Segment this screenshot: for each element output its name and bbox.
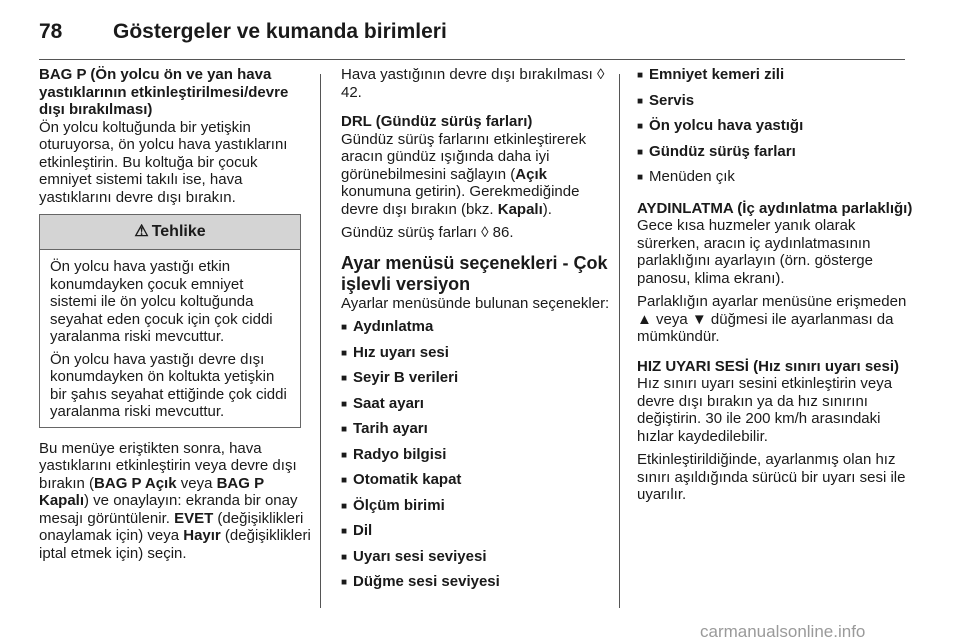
drl-ref (341, 224, 611, 242)
speed-warning-paragraph-1: Hız sınırı uyarı sesini etkinleştirin veya devre dışı bırakın ya da hız sınırını değiştirin. 30 ile 200 km/h arasındaki hızlar kaydedilebilir. (637, 375, 893, 445)
danger-box-title (40, 215, 300, 250)
bullet-icon: ■ (341, 398, 348, 410)
settings-menu-intro: Ayarlar menüsünde bulunan seçenekler: (341, 294, 610, 312)
header-divider (39, 59, 905, 60)
text-run: Bu menüye eriştikten sonra, hava yastıklarını etkinleştirin veya devre dışı bırakın ( (39, 439, 297, 492)
list-item (637, 117, 917, 137)
list-item-label: Saat ayarı (353, 394, 424, 412)
watermark: carmanualsonline.info (700, 622, 866, 641)
page-ref-icon: ◊ (481, 224, 489, 241)
list-item-label: Dil (353, 522, 373, 539)
list-item-label: Menüden çık (649, 168, 735, 185)
list-item-label: Radyo bilgisi (353, 445, 447, 463)
list-item (341, 548, 611, 568)
column-divider-1 (320, 74, 321, 608)
bullet-icon: ■ (341, 347, 348, 359)
text-run: Hava yastığının devre dışı bırakılması (341, 66, 597, 83)
bullet-icon: ■ (341, 551, 348, 563)
page-number: 78 (39, 20, 63, 43)
list-item-label: Hız uyarı sesi (353, 343, 449, 361)
list-item-label: Aydınlatma (353, 318, 434, 335)
bullet-icon: ■ (637, 121, 644, 132)
column-3 (637, 66, 917, 504)
bullet-icon: ■ (637, 172, 644, 183)
text-run: Gündüz sürüş farları (341, 224, 482, 241)
list-item-label: Gündüz sürüş farları (649, 142, 796, 160)
list-item (637, 143, 917, 163)
page-ref-number: 42. (341, 83, 362, 101)
warning-triangle-icon: ⚠ (134, 223, 149, 240)
list-item-label: Ön yolcu hava yastığı (649, 117, 804, 134)
column-divider-2 (619, 74, 620, 608)
speed-warning-paragraph-2: Etkinleştirildiğinde, ayarlanmış olan hız sınırı aşıldığında sürücü bir uyarı sesi ile uyarılır. (637, 451, 906, 503)
airbag-deactivation-ref (341, 66, 611, 101)
list-item (341, 522, 611, 542)
text-run: veya (176, 474, 217, 492)
bullet-icon: ■ (341, 500, 348, 512)
text-run: (değişiklikleri iptal etmek için) seçin. (39, 527, 311, 562)
drl-paragraph (341, 131, 611, 219)
bullet-icon: ■ (341, 449, 348, 461)
bag-p-paragraph: Ön yolcu koltuğunda bir yetişkin oturuyorsa, ön yolcu hava yastıklarını etkinleştirin. Bu koltuğa bir çocuk emniyet sistemi takılı ise, hava yastıklarını devre dışı bırakın. (39, 118, 288, 206)
page-header (39, 10, 899, 54)
bullet-icon: ■ (341, 424, 348, 435)
bag-p-heading: BAG P (Ön yolcu ön ve yan hava yastıklarının etkinleştirilmesi/devre dışı bırakılması) (39, 66, 289, 118)
list-item-label: Ölçüm birimi (353, 496, 445, 514)
bullet-icon: ■ (637, 70, 644, 81)
danger-paragraph-2: Ön yolcu hava yastığı devre dışı konumdayken ön koltukta yetişkin bir şahıs seyahat ettiğinde çok ciddi yaralanma riski mevcuttur. (50, 350, 287, 420)
text-run: konumuna getirin). Gerekmediğinde devre dışı bırakın (bkz. (341, 183, 580, 218)
list-item-label: Servis (649, 91, 695, 109)
danger-box (39, 214, 301, 428)
settings-menu-list-continued (637, 66, 917, 188)
page-title: Göstergeler ve kumanda birimleri (113, 20, 447, 43)
settings-menu-list (341, 318, 611, 593)
list-item-label: Tarih ayarı (353, 420, 428, 437)
text-run: ). (542, 200, 552, 218)
bullet-icon: ■ (637, 146, 644, 158)
lighting-paragraph-1: Gece kısa huzmeler yanık olarak sürerken, aracın iç aydınlatmasının parlaklığını ayarlayın (örn. gösterge panosu, klima ekranı). (637, 217, 873, 287)
list-item (341, 573, 611, 593)
column-1 (39, 66, 311, 562)
list-item (341, 497, 611, 517)
lighting-heading: AYDINLATMA (İç aydınlatma parlaklığı) (637, 199, 913, 217)
list-item (341, 318, 611, 338)
list-item (341, 471, 611, 491)
bullet-icon: ■ (637, 95, 644, 107)
danger-box-body (40, 250, 300, 427)
list-item (341, 395, 611, 415)
bullet-icon: ■ (341, 526, 348, 537)
list-item (341, 420, 611, 440)
danger-title-text: Tehlike (151, 223, 206, 240)
list-item (637, 66, 917, 86)
list-item-label: Seyir B verileri (353, 369, 459, 386)
page-ref-icon: ◊ (596, 66, 605, 83)
on-label: Açık (515, 165, 547, 183)
list-item-label: Düğme sesi seviyesi (353, 573, 500, 590)
lighting-paragraph-2: Parlaklığın ayarlar menüsüne erişmeden ▲ veya ▼ düğmesi ile ayarlanması da mümkündür. (637, 293, 907, 345)
list-item-label: Uyarı sesi seviyesi (353, 547, 487, 565)
speed-warning-heading: HIZ UYARI SESİ (Hız sınırı uyarı sesi) (637, 357, 900, 375)
text-run: (değişiklikleri onaylamak için) veya (39, 509, 304, 544)
list-item (341, 344, 611, 364)
list-item-label: Emniyet kemeri zili (649, 66, 785, 83)
column-2 (341, 66, 611, 593)
page-ref-number: 86. (488, 224, 514, 241)
off-label: Kapalı (497, 200, 543, 218)
bullet-icon: ■ (341, 577, 348, 588)
no-label: Hayır (183, 527, 221, 544)
bullet-icon: ■ (341, 322, 348, 333)
bullet-icon: ■ (341, 475, 348, 486)
bag-p-on-label: BAG P Açık (94, 474, 177, 492)
settings-menu-heading: Ayar menüsü seçenekleri - Çok işlevli versiyon (341, 252, 608, 294)
list-item (637, 168, 917, 188)
bag-p-off-label: BAG P Kapalı (39, 474, 264, 509)
bag-p-instructions (39, 440, 311, 563)
list-item (341, 446, 611, 466)
bullet-icon: ■ (341, 373, 348, 384)
text-run: ) ve onaylayın: ekranda bir onay mesajı görüntülenir. (39, 492, 298, 527)
list-item-label: Otomatik kapat (353, 471, 462, 488)
yes-label: EVET (174, 509, 214, 527)
text-run: Gündüz sürüş farlarını etkinleştirerek aracın gündüz ışığında daha iyi görünebilmesini sağlayın ( (341, 130, 587, 183)
list-item (341, 369, 611, 389)
drl-heading: DRL (Gündüz sürüş farları) (341, 113, 533, 130)
danger-paragraph-1: Ön yolcu hava yastığı etkin konumdayken çocuk emniyet sistemi ile ön yolcu koltuğunda seyahat eden çocuk için çok ciddi yaralanma riski mevcuttur. (50, 258, 273, 345)
list-item (637, 92, 917, 112)
